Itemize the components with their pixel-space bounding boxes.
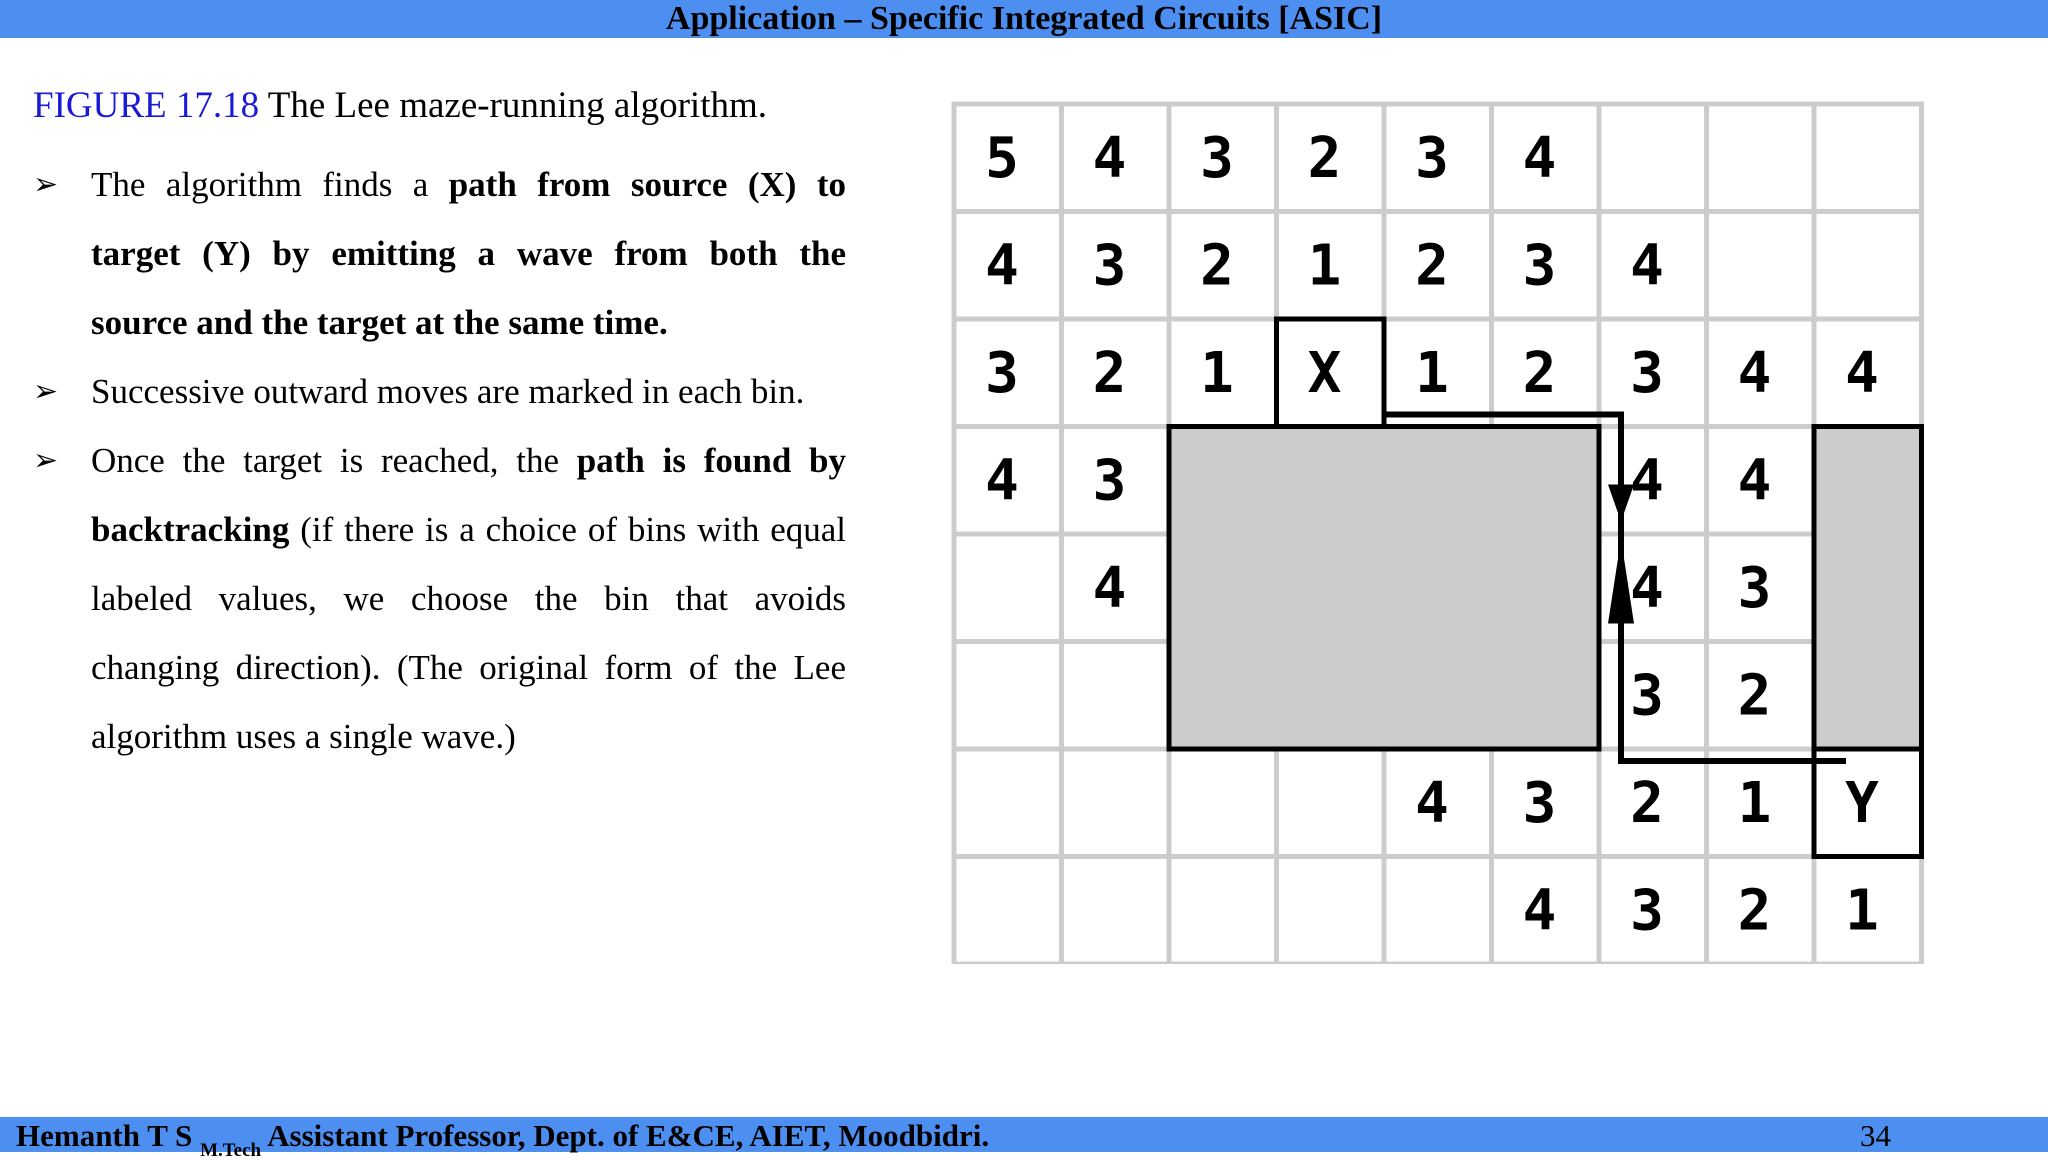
- bullet-list: [33, 150, 846, 771]
- cell-label: 4: [1737, 341, 1772, 407]
- cell-label: 3: [1415, 126, 1449, 192]
- page-number: 34: [1860, 1118, 1891, 1153]
- cell-label: 3: [985, 341, 1019, 407]
- obstacle-block: [1814, 427, 1922, 750]
- footer-bar: [0, 1117, 2048, 1161]
- cell-label: 3: [1522, 233, 1557, 299]
- figure-caption-text: The Lee maze-running algorithm.: [267, 85, 768, 126]
- cell-label: 2: [1200, 233, 1234, 299]
- cell-label: 2: [1737, 663, 1772, 729]
- cell-label: 4: [985, 233, 1019, 299]
- cell-label: 2: [1415, 233, 1449, 299]
- cell-label: 3: [1092, 448, 1127, 514]
- cell-label: 1: [1200, 341, 1234, 407]
- bullet-text: path from source (X) to target (Y) by emitting a wave from both the source and the target at the same time.: [91, 165, 846, 342]
- cell-label: 5: [985, 126, 1019, 192]
- cell-label: 1: [1307, 233, 1342, 299]
- author-affiliation: Assistant Professor, Dept. of E&CE, AIET, Moodbidri.: [261, 1118, 990, 1153]
- cell-label: 3: [1092, 233, 1127, 299]
- cell-label: 4: [1630, 556, 1664, 622]
- cell-label: 3: [1522, 771, 1557, 837]
- cell-label: 3: [1737, 556, 1772, 622]
- bullet-text: Once the target is reached, the: [91, 441, 577, 480]
- author-name: Hemanth T S: [16, 1118, 193, 1153]
- bullet-item: [33, 357, 846, 426]
- footer-author: [16, 1117, 989, 1160]
- bullet-text: (if there is a choice of bins with equal labeled values, we choose the bin that avoids changing direction). (The original form of the Lee algorithm uses a single wave.): [91, 510, 846, 756]
- figure-caption: [33, 82, 767, 130]
- arrowhead-bullet-icon: ➢: [33, 167, 59, 202]
- cell-label: 4: [985, 448, 1019, 514]
- bullet-item: [33, 426, 846, 771]
- cell-label: 4: [1845, 341, 1879, 407]
- cell-label: 3: [1200, 126, 1234, 192]
- bullet-text: Successive outward moves are marked in each bin.: [91, 372, 805, 411]
- lee-maze-diagram: [950, 100, 1930, 964]
- cell-label: 2: [1092, 341, 1127, 407]
- arrowhead-bullet-icon: ➢: [33, 374, 59, 409]
- title-bar: [0, 0, 2048, 38]
- cell-label: 3: [1630, 663, 1664, 729]
- cell-label: 1: [1415, 341, 1449, 407]
- figure-label: FIGURE 17.18: [33, 85, 260, 126]
- cell-label: 3: [1630, 878, 1664, 944]
- cell-label: 2: [1522, 341, 1557, 407]
- bullet-item: [33, 150, 846, 357]
- cell-label: 4: [1415, 771, 1449, 837]
- cell-label: 1: [1845, 878, 1879, 944]
- arrowhead-bullet-icon: ➢: [33, 443, 59, 478]
- cell-label: 1: [1737, 771, 1772, 837]
- cell-label: 2: [1630, 771, 1664, 837]
- cell-label: 4: [1522, 878, 1557, 944]
- target-label: Y: [1845, 771, 1879, 837]
- cell-label: 4: [1630, 233, 1664, 299]
- slide-title: Application – Specific Integrated Circuits [ASIC]: [665, 0, 1383, 37]
- cell-label: 4: [1522, 126, 1557, 192]
- bullet-text: The algorithm finds a: [91, 165, 449, 204]
- bullet-text: path is found by backtracking: [91, 441, 846, 549]
- obstacle-block: [1169, 427, 1599, 750]
- source-label: X: [1307, 341, 1342, 407]
- cell-label: 2: [1737, 878, 1772, 944]
- cell-label: 2: [1307, 126, 1342, 192]
- cell-label: 4: [1737, 448, 1772, 514]
- author-degree: M.Tech: [200, 1140, 262, 1161]
- cell-label: 4: [1092, 556, 1127, 622]
- cell-label: 4: [1092, 126, 1127, 192]
- cell-label: 3: [1630, 341, 1664, 407]
- cell-label: 4: [1630, 448, 1664, 514]
